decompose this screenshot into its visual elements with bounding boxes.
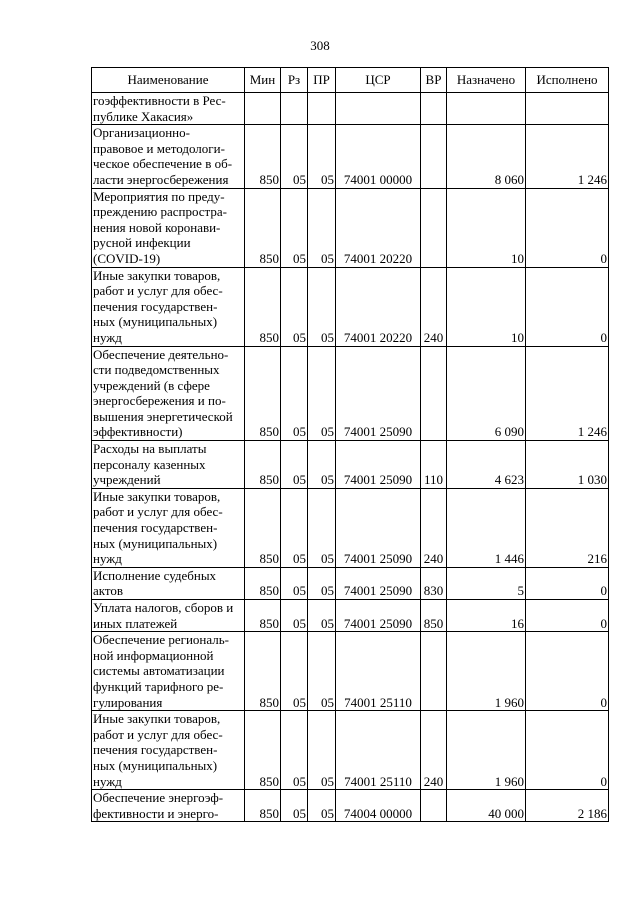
table-header-row xyxy=(92,68,609,93)
header-name: Наименование xyxy=(92,68,245,93)
cell-pr: 05 xyxy=(308,632,336,711)
cell-vr: 830 xyxy=(421,567,447,599)
cell-assigned: 10 xyxy=(447,188,526,267)
cell-pr: 05 xyxy=(308,790,336,822)
cell-vr: 110 xyxy=(421,441,447,489)
cell-executed: 0 xyxy=(526,188,609,267)
cell-pr: 05 xyxy=(308,267,336,346)
cell-min: 850 xyxy=(245,267,281,346)
cell-csr: 74001 20220 xyxy=(336,188,421,267)
cell-vr xyxy=(421,125,447,188)
table-row xyxy=(92,790,609,822)
cell-min: 850 xyxy=(245,441,281,489)
cell-name: Мероприятия по преду- преждению распростра- нения новой коронави- русной инфекции (COVID-19) xyxy=(92,188,245,267)
cell-assigned: 4 623 xyxy=(447,441,526,489)
cell-min: 850 xyxy=(245,488,281,567)
cell-min: 850 xyxy=(245,790,281,822)
cell-csr: 74001 25110 xyxy=(336,632,421,711)
cell-name: Иные закупки товаров, работ и услуг для обес- печения государствен- ных (муниципальных) нужд xyxy=(92,711,245,790)
cell-name: Исполнение судебных актов xyxy=(92,567,245,599)
budget-table xyxy=(91,67,609,822)
cell-name: Расходы на выплаты персоналу казенных учреждений xyxy=(92,441,245,489)
cell-executed: 1 246 xyxy=(526,346,609,441)
cell-executed: 1 246 xyxy=(526,125,609,188)
table-row xyxy=(92,600,609,632)
cell-assigned: 40 000 xyxy=(447,790,526,822)
cell-pr: 05 xyxy=(308,346,336,441)
cell-min xyxy=(245,93,281,125)
cell-pr: 05 xyxy=(308,125,336,188)
cell-csr xyxy=(336,93,421,125)
cell-assigned xyxy=(447,93,526,125)
cell-pr xyxy=(308,93,336,125)
cell-rz: 05 xyxy=(281,441,308,489)
table-row xyxy=(92,711,609,790)
cell-executed: 1 030 xyxy=(526,441,609,489)
cell-rz: 05 xyxy=(281,711,308,790)
cell-pr: 05 xyxy=(308,488,336,567)
cell-vr xyxy=(421,188,447,267)
cell-rz xyxy=(281,93,308,125)
cell-executed: 0 xyxy=(526,267,609,346)
table-row xyxy=(92,441,609,489)
header-executed: Исполнено xyxy=(526,68,609,93)
cell-vr: 850 xyxy=(421,600,447,632)
cell-pr: 05 xyxy=(308,711,336,790)
cell-name: Организационно- правовое и методологи- ческое обеспечение в об- ласти энергосбережения xyxy=(92,125,245,188)
cell-min: 850 xyxy=(245,346,281,441)
cell-name: Иные закупки товаров, работ и услуг для обес- печения государствен- ных (муниципальных) нужд xyxy=(92,267,245,346)
cell-csr: 74004 00000 xyxy=(336,790,421,822)
header-pr: ПР xyxy=(308,68,336,93)
cell-csr: 74001 25090 xyxy=(336,567,421,599)
cell-csr: 74001 25110 xyxy=(336,711,421,790)
table-row xyxy=(92,267,609,346)
cell-csr: 74001 25090 xyxy=(336,441,421,489)
cell-rz: 05 xyxy=(281,567,308,599)
table-row xyxy=(92,188,609,267)
header-min: Мин xyxy=(245,68,281,93)
table-row xyxy=(92,125,609,188)
cell-executed: 2 186 xyxy=(526,790,609,822)
header-assigned: Назначено xyxy=(447,68,526,93)
cell-pr: 05 xyxy=(308,188,336,267)
cell-executed: 0 xyxy=(526,600,609,632)
cell-assigned: 1 446 xyxy=(447,488,526,567)
cell-min: 850 xyxy=(245,188,281,267)
table-row xyxy=(92,488,609,567)
cell-assigned: 16 xyxy=(447,600,526,632)
cell-name: гоэффективности в Рес- публике Хакасия» xyxy=(92,93,245,125)
cell-name: Обеспечение деятельно- сти подведомственных учреждений (в сфере энергосбережения и по- вышения энергетической эффективности) xyxy=(92,346,245,441)
cell-csr: 74001 00000 xyxy=(336,125,421,188)
cell-name: Обеспечение региональ- ной информационной системы автоматизации функций тарифного ре- гулирования xyxy=(92,632,245,711)
cell-rz: 05 xyxy=(281,790,308,822)
cell-vr xyxy=(421,632,447,711)
table-row xyxy=(92,632,609,711)
cell-executed xyxy=(526,93,609,125)
cell-csr: 74001 20220 xyxy=(336,267,421,346)
cell-executed: 216 xyxy=(526,488,609,567)
table-row xyxy=(92,346,609,441)
cell-rz: 05 xyxy=(281,188,308,267)
cell-assigned: 1 960 xyxy=(447,711,526,790)
cell-assigned: 1 960 xyxy=(447,632,526,711)
cell-executed: 0 xyxy=(526,567,609,599)
cell-rz: 05 xyxy=(281,600,308,632)
cell-min: 850 xyxy=(245,632,281,711)
cell-assigned: 5 xyxy=(447,567,526,599)
cell-assigned: 8 060 xyxy=(447,125,526,188)
cell-csr: 74001 25090 xyxy=(336,488,421,567)
cell-executed: 0 xyxy=(526,711,609,790)
cell-vr xyxy=(421,346,447,441)
cell-min: 850 xyxy=(245,600,281,632)
header-csr: ЦСР xyxy=(336,68,421,93)
cell-vr xyxy=(421,790,447,822)
cell-rz: 05 xyxy=(281,125,308,188)
cell-vr: 240 xyxy=(421,488,447,567)
cell-name: Иные закупки товаров, работ и услуг для обес- печения государствен- ных (муниципальных) нужд xyxy=(92,488,245,567)
cell-rz: 05 xyxy=(281,267,308,346)
cell-assigned: 6 090 xyxy=(447,346,526,441)
table-row xyxy=(92,93,609,125)
cell-csr: 74001 25090 xyxy=(336,600,421,632)
table-row xyxy=(92,567,609,599)
cell-name: Уплата налогов, сборов и иных платежей xyxy=(92,600,245,632)
cell-name: Обеспечение энергоэф- фективности и энерго- xyxy=(92,790,245,822)
cell-pr: 05 xyxy=(308,567,336,599)
cell-rz: 05 xyxy=(281,346,308,441)
header-vr: ВР xyxy=(421,68,447,93)
cell-vr: 240 xyxy=(421,267,447,346)
cell-assigned: 10 xyxy=(447,267,526,346)
cell-min: 850 xyxy=(245,125,281,188)
cell-min: 850 xyxy=(245,567,281,599)
cell-pr: 05 xyxy=(308,600,336,632)
cell-pr: 05 xyxy=(308,441,336,489)
header-rz: Рз xyxy=(281,68,308,93)
cell-vr xyxy=(421,93,447,125)
page-number: 308 xyxy=(310,38,330,53)
cell-rz: 05 xyxy=(281,632,308,711)
cell-min: 850 xyxy=(245,711,281,790)
cell-vr: 240 xyxy=(421,711,447,790)
cell-csr: 74001 25090 xyxy=(336,346,421,441)
cell-executed: 0 xyxy=(526,632,609,711)
cell-rz: 05 xyxy=(281,488,308,567)
